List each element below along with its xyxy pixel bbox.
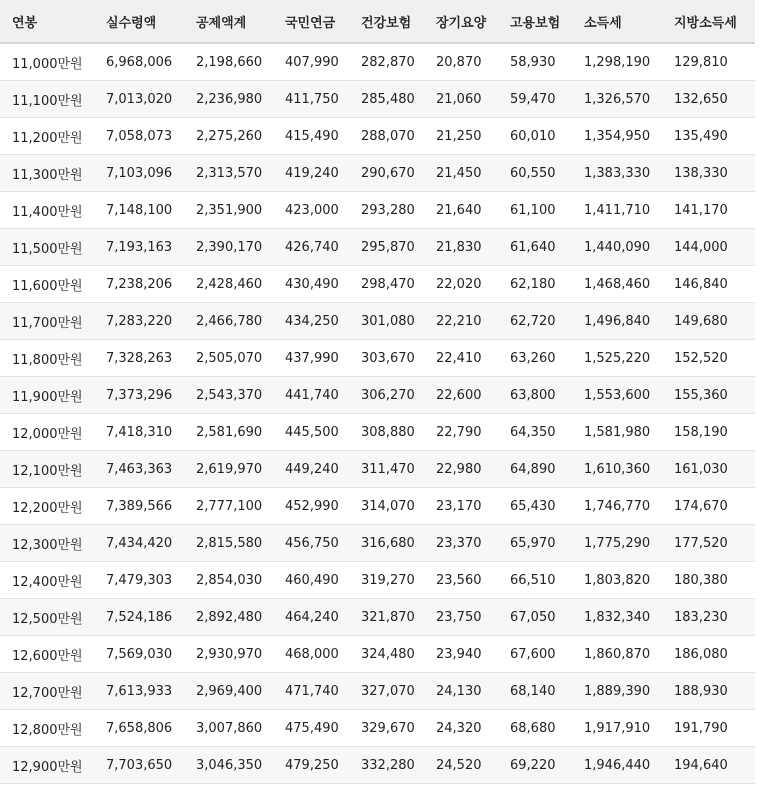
cell-employment-insurance: 60,550 — [498, 155, 572, 192]
cell-national-pension: 449,240 — [273, 451, 349, 488]
cell-salary: 12,500만원 — [0, 599, 94, 636]
cell-income-tax: 1,610,360 — [572, 451, 662, 488]
cell-income-tax: 1,775,290 — [572, 525, 662, 562]
cell-salary: 12,600만원 — [0, 636, 94, 673]
cell-net-pay: 7,328,263 — [94, 340, 184, 377]
cell-employment-insurance: 63,800 — [498, 377, 572, 414]
cell-national-pension: 445,500 — [273, 414, 349, 451]
column-header-health-insurance: 건강보험 — [349, 0, 424, 43]
cell-total-deduction: 2,543,370 — [184, 377, 273, 414]
cell-long-term-care: 23,170 — [424, 488, 498, 525]
cell-health-insurance: 319,270 — [349, 562, 424, 599]
cell-income-tax: 1,946,440 — [572, 747, 662, 784]
cell-national-pension: 426,740 — [273, 229, 349, 266]
cell-national-pension: 430,490 — [273, 266, 349, 303]
cell-employment-insurance: 60,010 — [498, 118, 572, 155]
cell-income-tax: 1,525,220 — [572, 340, 662, 377]
cell-local-income-tax: 161,030 — [662, 451, 755, 488]
cell-long-term-care: 22,600 — [424, 377, 498, 414]
cell-health-insurance: 332,280 — [349, 747, 424, 784]
cell-net-pay: 7,389,566 — [94, 488, 184, 525]
cell-employment-insurance: 69,220 — [498, 747, 572, 784]
cell-employment-insurance: 61,640 — [498, 229, 572, 266]
cell-long-term-care: 21,450 — [424, 155, 498, 192]
table-row — [0, 747, 755, 784]
cell-net-pay: 7,613,933 — [94, 673, 184, 710]
table-row — [0, 710, 755, 747]
cell-long-term-care: 21,060 — [424, 81, 498, 118]
cell-local-income-tax: 188,930 — [662, 673, 755, 710]
cell-salary: 11,800만원 — [0, 340, 94, 377]
cell-net-pay: 7,418,310 — [94, 414, 184, 451]
cell-net-pay: 7,193,163 — [94, 229, 184, 266]
cell-total-deduction: 3,046,350 — [184, 747, 273, 784]
cell-employment-insurance: 58,930 — [498, 43, 572, 81]
cell-local-income-tax: 183,230 — [662, 599, 755, 636]
cell-total-deduction: 2,313,570 — [184, 155, 273, 192]
cell-long-term-care: 22,980 — [424, 451, 498, 488]
column-header-employment-insurance: 고용보험 — [498, 0, 572, 43]
cell-net-pay: 7,103,096 — [94, 155, 184, 192]
cell-employment-insurance: 68,680 — [498, 710, 572, 747]
cell-local-income-tax: 152,520 — [662, 340, 755, 377]
column-header-national-pension: 국민연금 — [273, 0, 349, 43]
cell-total-deduction: 2,236,980 — [184, 81, 273, 118]
cell-salary: 12,100만원 — [0, 451, 94, 488]
column-header-net-pay: 실수령액 — [94, 0, 184, 43]
cell-health-insurance: 303,670 — [349, 340, 424, 377]
header-row — [0, 0, 755, 43]
cell-salary: 11,700만원 — [0, 303, 94, 340]
cell-long-term-care: 23,750 — [424, 599, 498, 636]
cell-net-pay: 7,058,073 — [94, 118, 184, 155]
cell-local-income-tax: 144,000 — [662, 229, 755, 266]
table-row — [0, 673, 755, 710]
table-row — [0, 340, 755, 377]
cell-net-pay: 7,524,186 — [94, 599, 184, 636]
cell-local-income-tax: 174,670 — [662, 488, 755, 525]
cell-total-deduction: 2,198,660 — [184, 43, 273, 81]
table-row — [0, 118, 755, 155]
cell-long-term-care: 23,370 — [424, 525, 498, 562]
cell-income-tax: 1,746,770 — [572, 488, 662, 525]
cell-income-tax: 1,383,330 — [572, 155, 662, 192]
cell-total-deduction: 2,815,580 — [184, 525, 273, 562]
column-header-total-deduction: 공제액계 — [184, 0, 273, 43]
cell-national-pension: 475,490 — [273, 710, 349, 747]
table-row — [0, 599, 755, 636]
cell-long-term-care: 23,940 — [424, 636, 498, 673]
cell-health-insurance: 311,470 — [349, 451, 424, 488]
cell-health-insurance: 314,070 — [349, 488, 424, 525]
cell-health-insurance: 288,070 — [349, 118, 424, 155]
cell-net-pay: 7,013,020 — [94, 81, 184, 118]
cell-net-pay: 7,569,030 — [94, 636, 184, 673]
cell-long-term-care: 21,250 — [424, 118, 498, 155]
cell-health-insurance: 308,880 — [349, 414, 424, 451]
cell-health-insurance: 329,670 — [349, 710, 424, 747]
cell-health-insurance: 321,870 — [349, 599, 424, 636]
cell-salary: 12,700만원 — [0, 673, 94, 710]
cell-national-pension: 464,240 — [273, 599, 349, 636]
cell-local-income-tax: 149,680 — [662, 303, 755, 340]
cell-local-income-tax: 194,640 — [662, 747, 755, 784]
table-header — [0, 0, 755, 43]
cell-employment-insurance: 64,890 — [498, 451, 572, 488]
cell-net-pay: 7,479,303 — [94, 562, 184, 599]
cell-national-pension: 411,750 — [273, 81, 349, 118]
cell-employment-insurance: 62,180 — [498, 266, 572, 303]
cell-net-pay: 7,434,420 — [94, 525, 184, 562]
cell-local-income-tax: 129,810 — [662, 43, 755, 81]
cell-salary: 11,200만원 — [0, 118, 94, 155]
cell-net-pay: 7,238,206 — [94, 266, 184, 303]
cell-salary: 11,300만원 — [0, 155, 94, 192]
cell-national-pension: 479,250 — [273, 747, 349, 784]
cell-net-pay: 6,968,006 — [94, 43, 184, 81]
table-row — [0, 303, 755, 340]
cell-long-term-care: 21,830 — [424, 229, 498, 266]
cell-employment-insurance: 66,510 — [498, 562, 572, 599]
cell-salary: 11,900만원 — [0, 377, 94, 414]
table-row — [0, 414, 755, 451]
cell-health-insurance: 293,280 — [349, 192, 424, 229]
cell-long-term-care: 22,410 — [424, 340, 498, 377]
cell-national-pension: 434,250 — [273, 303, 349, 340]
cell-net-pay: 7,148,100 — [94, 192, 184, 229]
table-row — [0, 451, 755, 488]
table-row — [0, 636, 755, 673]
cell-national-pension: 423,000 — [273, 192, 349, 229]
cell-local-income-tax: 135,490 — [662, 118, 755, 155]
table-row — [0, 488, 755, 525]
cell-health-insurance: 324,480 — [349, 636, 424, 673]
cell-local-income-tax: 158,190 — [662, 414, 755, 451]
cell-salary: 12,300만원 — [0, 525, 94, 562]
cell-national-pension: 460,490 — [273, 562, 349, 599]
table-row — [0, 192, 755, 229]
cell-employment-insurance: 61,100 — [498, 192, 572, 229]
cell-long-term-care: 24,130 — [424, 673, 498, 710]
cell-local-income-tax: 132,650 — [662, 81, 755, 118]
cell-national-pension: 419,240 — [273, 155, 349, 192]
cell-employment-insurance: 68,140 — [498, 673, 572, 710]
cell-national-pension: 415,490 — [273, 118, 349, 155]
cell-local-income-tax: 177,520 — [662, 525, 755, 562]
table-row — [0, 525, 755, 562]
cell-national-pension: 441,740 — [273, 377, 349, 414]
cell-national-pension: 452,990 — [273, 488, 349, 525]
cell-total-deduction: 2,581,690 — [184, 414, 273, 451]
cell-total-deduction: 2,777,100 — [184, 488, 273, 525]
cell-net-pay: 7,463,363 — [94, 451, 184, 488]
cell-total-deduction: 2,619,970 — [184, 451, 273, 488]
cell-income-tax: 1,468,460 — [572, 266, 662, 303]
cell-total-deduction: 2,466,780 — [184, 303, 273, 340]
cell-employment-insurance: 64,350 — [498, 414, 572, 451]
cell-local-income-tax: 155,360 — [662, 377, 755, 414]
cell-local-income-tax: 138,330 — [662, 155, 755, 192]
cell-total-deduction: 2,930,970 — [184, 636, 273, 673]
cell-local-income-tax: 146,840 — [662, 266, 755, 303]
cell-income-tax: 1,803,820 — [572, 562, 662, 599]
cell-total-deduction: 2,892,480 — [184, 599, 273, 636]
cell-salary: 12,000만원 — [0, 414, 94, 451]
cell-income-tax: 1,860,870 — [572, 636, 662, 673]
column-header-salary: 연봉 — [0, 0, 94, 43]
cell-long-term-care: 22,790 — [424, 414, 498, 451]
cell-total-deduction: 2,969,400 — [184, 673, 273, 710]
cell-employment-insurance: 65,430 — [498, 488, 572, 525]
cell-income-tax: 1,553,600 — [572, 377, 662, 414]
cell-total-deduction: 2,351,900 — [184, 192, 273, 229]
cell-income-tax: 1,326,570 — [572, 81, 662, 118]
cell-total-deduction: 2,505,070 — [184, 340, 273, 377]
cell-health-insurance: 295,870 — [349, 229, 424, 266]
cell-long-term-care: 22,210 — [424, 303, 498, 340]
table-row — [0, 81, 755, 118]
cell-salary: 12,200만원 — [0, 488, 94, 525]
cell-employment-insurance: 65,970 — [498, 525, 572, 562]
table-body — [0, 43, 755, 784]
cell-employment-insurance: 59,470 — [498, 81, 572, 118]
cell-salary: 11,400만원 — [0, 192, 94, 229]
cell-health-insurance: 298,470 — [349, 266, 424, 303]
cell-income-tax: 1,581,980 — [572, 414, 662, 451]
cell-total-deduction: 3,007,860 — [184, 710, 273, 747]
cell-long-term-care: 24,320 — [424, 710, 498, 747]
cell-total-deduction: 2,428,460 — [184, 266, 273, 303]
cell-income-tax: 1,298,190 — [572, 43, 662, 81]
cell-salary: 11,100만원 — [0, 81, 94, 118]
cell-salary: 12,900만원 — [0, 747, 94, 784]
cell-employment-insurance: 67,600 — [498, 636, 572, 673]
cell-national-pension: 407,990 — [273, 43, 349, 81]
cell-long-term-care: 24,520 — [424, 747, 498, 784]
cell-health-insurance: 327,070 — [349, 673, 424, 710]
cell-long-term-care: 21,640 — [424, 192, 498, 229]
cell-long-term-care: 20,870 — [424, 43, 498, 81]
table-row — [0, 229, 755, 266]
column-header-local-income-tax: 지방소득세 — [662, 0, 755, 43]
cell-local-income-tax: 180,380 — [662, 562, 755, 599]
cell-health-insurance: 290,670 — [349, 155, 424, 192]
cell-local-income-tax: 191,790 — [662, 710, 755, 747]
table-row — [0, 562, 755, 599]
cell-net-pay: 7,373,296 — [94, 377, 184, 414]
cell-national-pension: 468,000 — [273, 636, 349, 673]
cell-employment-insurance: 63,260 — [498, 340, 572, 377]
cell-local-income-tax: 141,170 — [662, 192, 755, 229]
cell-income-tax: 1,411,710 — [572, 192, 662, 229]
cell-long-term-care: 23,560 — [424, 562, 498, 599]
cell-income-tax: 1,917,910 — [572, 710, 662, 747]
cell-salary: 11,500만원 — [0, 229, 94, 266]
table-row — [0, 377, 755, 414]
table-row — [0, 43, 755, 81]
cell-employment-insurance: 67,050 — [498, 599, 572, 636]
cell-employment-insurance: 62,720 — [498, 303, 572, 340]
cell-net-pay: 7,283,220 — [94, 303, 184, 340]
cell-national-pension: 456,750 — [273, 525, 349, 562]
cell-salary: 11,600만원 — [0, 266, 94, 303]
cell-salary: 11,000만원 — [0, 43, 94, 81]
cell-net-pay: 7,703,650 — [94, 747, 184, 784]
cell-income-tax: 1,832,340 — [572, 599, 662, 636]
cell-salary: 12,800만원 — [0, 710, 94, 747]
cell-health-insurance: 282,870 — [349, 43, 424, 81]
cell-income-tax: 1,496,840 — [572, 303, 662, 340]
cell-income-tax: 1,440,090 — [572, 229, 662, 266]
table-row — [0, 266, 755, 303]
cell-health-insurance: 306,270 — [349, 377, 424, 414]
cell-national-pension: 437,990 — [273, 340, 349, 377]
cell-long-term-care: 22,020 — [424, 266, 498, 303]
cell-health-insurance: 301,080 — [349, 303, 424, 340]
column-header-long-term-care: 장기요양 — [424, 0, 498, 43]
cell-income-tax: 1,889,390 — [572, 673, 662, 710]
cell-total-deduction: 2,275,260 — [184, 118, 273, 155]
cell-net-pay: 7,658,806 — [94, 710, 184, 747]
cell-health-insurance: 285,480 — [349, 81, 424, 118]
cell-total-deduction: 2,390,170 — [184, 229, 273, 266]
column-header-income-tax: 소득세 — [572, 0, 662, 43]
cell-health-insurance: 316,680 — [349, 525, 424, 562]
table-row — [0, 155, 755, 192]
cell-total-deduction: 2,854,030 — [184, 562, 273, 599]
cell-salary: 12,400만원 — [0, 562, 94, 599]
cell-local-income-tax: 186,080 — [662, 636, 755, 673]
cell-national-pension: 471,740 — [273, 673, 349, 710]
cell-income-tax: 1,354,950 — [572, 118, 662, 155]
